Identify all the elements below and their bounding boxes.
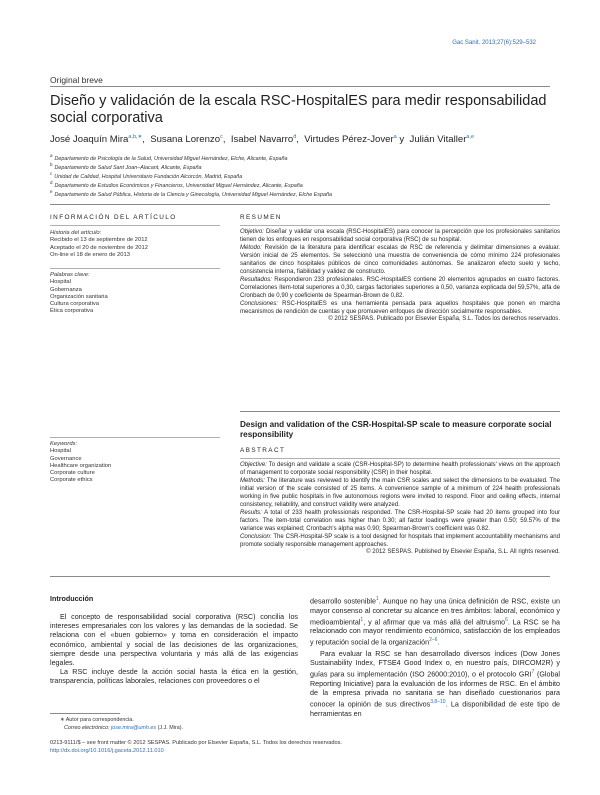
divider xyxy=(50,268,220,269)
copyright: © 2012 SESPAS. Published by Elsevier España, S.L. All rights reserved. xyxy=(366,549,560,556)
divider xyxy=(240,411,560,412)
email-link[interactable]: jose.mira@umh.es xyxy=(111,724,157,731)
divider xyxy=(50,437,220,438)
divider xyxy=(50,576,550,577)
author-sup[interactable]: a,b,∗ xyxy=(128,134,143,140)
footnote-rule xyxy=(50,713,120,714)
section-type: Original breve xyxy=(50,75,103,85)
affiliation: $^d$Departamento de Estudios Económicos y Financieros, Universidad Miguel Hernández, Alicante, España xyxy=(50,180,303,189)
divider xyxy=(240,225,560,226)
abstract-body: Objective: To design and validate a scale (CSR-Hospital-SP) to determine health professionals' views on the approach of management to corporate social responsibility (CSR) in their hospital. Methods: The literature was reviewed to identify the main CSR scales and select the dimensions to be evaluated. The initial version of the scale consisted of 25 items. A convenience sample of a minimum of 224 health professionals working in five public hospitals in five autonomous regions were invited to respond. Floor and ceiling effects, internal consistency, reliability, and construct validity were analyzed. Results: A total of 233 health professionals responded. The CSR-Hospital-SP scale had 20 items grouped into four factors. The item-total correlation was higher than 0.30; all factor loadings were greater than 0.50; 59.57% of the variance was explained; Cronbach's alpha was 0.90; Spearman-Brown's coefficient was 0.82. Conclusion: The CSR-Hospital-SP scale is a tool designed for hospitals that implement accountability mechanisms and promote socially responsible management approaches. © 2012 SESPAS. Published by Elsevier España, S.L. All rights reserved. xyxy=(240,462,560,556)
divider xyxy=(50,204,550,205)
article-title: Diseño y validación de la escala RSC-HospitalES para medir responsabilidad social corporativa xyxy=(50,93,547,126)
resumen-heading: RESUMEN xyxy=(240,214,282,221)
divider xyxy=(50,86,550,87)
author: Virtudes Pérez-Jover xyxy=(304,134,394,146)
doi-link[interactable]: http://dx.doi.org/10.1016/j.gaceta.2012.11.010 xyxy=(50,747,164,754)
intro-right-column: desarrollo sostenible$^1$. Aunque no hay una única definición de RSC, existe un mayor consenso al concretar su alcance en tres ámbitos: laboral, económico y medioambiental$^1$, y al afirmar que va más allá del altruismo$^6$. La RSC se ha relacionado con mayor rendimiento económico, satisfacción de los empleados y reputación social de la organización$^{2-6}$. Para evaluar la RSC se han desarrollado diversos índices (Dow Jones Sustainability Index, FTSE4 Good Index o, en nuestro país, DIRCOM2R) y guías para su implementación (ISO 26000:2010), o el protocolo GRI$^7$ (Global Reporting Iniciative) para la evaluación de los informes de RSC. En el ámbito de la empresa privada no sanitaria se han diseñado cuestionarios para conocer la opinión de sus directivos$^{3,8-10}$. La disponibilidad de este tipo de herramientas en xyxy=(310,596,561,718)
affiliation: $^c$Unidad de Calidad, Hospital Universitario Fundación Alcorcón, Madrid, España xyxy=(50,171,243,180)
affiliation: $^a$Departamento de Psicología de la Salud, Universidad Miguel Hernández, Elche, Alicante, España xyxy=(50,153,288,162)
divider xyxy=(240,458,560,459)
author-sup[interactable]: a xyxy=(393,134,397,140)
footnote: ∗ Autor para correspondencia. Correo electrónico: jose.mira@umh.es (J.J. Mira). xyxy=(60,717,184,731)
author: Isabel Navarro xyxy=(230,134,294,146)
author: José Joaquín Mira xyxy=(50,134,129,146)
page-footer: 0213-9111/$ – see front matter © 2012 SESPAS. Publicado por Elsevier España, S.L. Todos los derechos reservados. http://dx.doi.org/10.1016/j.gaceta.2012.11.010 xyxy=(50,740,550,755)
divider xyxy=(50,225,220,226)
copyright: © 2012 SESPAS. Publicado por Elsevier España, S.L. Todos los derechos reservados. xyxy=(328,316,560,323)
journal-reference[interactable]: Gac Sanit. 2013;27(6):529–532 xyxy=(452,40,536,46)
keywords-es: Palabras clave: Hospital Gobernanza Organización sanitaria Cultura corporativa Ética corporativa xyxy=(50,272,108,315)
abstract-heading: ABSTRACT xyxy=(240,447,286,454)
intro-heading: Introducción xyxy=(50,595,94,603)
affiliation: $^b$Departamento de Salud Sant Joan–Alacant, Alicante, España xyxy=(50,162,202,171)
keywords-en: Keywords: Hospital Governance Healthcare organization Corporate culture Corporate ethics xyxy=(50,441,112,484)
english-title: Design and validation of the CSR-Hospital-SP scale to measure corporate social responsibility xyxy=(240,420,552,439)
author-sup[interactable]: a,e xyxy=(466,134,475,140)
author-list: José Joaquín Mira$^{a,b,∗}$, Susana Lorenzo$^c$, Isabel Navarro$^d$, Virtudes Pérez-Jover$^a$ y Julián Vitaller$^{a,e}$ xyxy=(50,134,475,146)
resumen-body: Objetivo: Diseñar y validar una escala (RSC-HospitalES) para conocer la percepción que los profesionales sanitarios tienen de los enfoques en responsabilidad social corporativa (RSC) de su hospital. Método: Revisión de la literatura para identificar escalas de RSC de referencia y delimitar dimensiones a evaluar. Versión inicial de 25 elementos. Se seleccionó una muestra de conveniencia de cómo mínimo 224 profesionales sanitarios de cinco hospitales públicos de cinco comunidades autónomas. Se analizaron efecto suelo y techo, consistencia interna, fiabilidad y validez de constructo. Resultados: Respondieron 233 profesionales. RSC-HospitalES contiene 20 elementos agrupados en cuatro factores. Correlaciones ítem-total superiores a 0,30, cargas factoriales superiores a 0,50, varianza explicada del 59,57%, alfa de Cronbach de 0,90 y coeficiente de Spearman-Brown de 0,82. Conclusiones: RSC-HospitalES es una herramienta pensada para aquellos hospitales que ponen en marcha mecanismos de rendición de cuentas y que promueven enfoques de dirección socialmente responsables. © 2012 SESPAS. Publicado por Elsevier España, S.L. Todos los derechos reservados. xyxy=(240,229,560,323)
author: Julián Vitaller xyxy=(409,134,467,146)
author: Susana Lorenzo xyxy=(150,134,221,146)
article-info-heading: INFORMACIÓN DEL ARTÍCULO xyxy=(50,214,177,221)
author-sup[interactable]: c xyxy=(220,134,223,140)
intro-left-column: Introducción El concepto de responsabilidad social corporativa (RSC) concilia los intereses empresariales con los valores y las demandas de la sociedad. Se relaciona con el «buen gobierno» y toma en consideración el impacto económico, ambiental y social de las decisiones de las organizaciones, siempre desde una perspectiva voluntaria y más allá de las exigencias legales. La RSC incluye desde la acción social hasta la ética en la gestión, transparencia, políticas laborales, relaciones con proveedores o el xyxy=(50,595,298,686)
affiliation: $^e$Departamento de Salud Pública, Historia de la Ciencia y Ginecología, Universidad Miguel Hernández, Elche España xyxy=(50,189,332,198)
author-sup[interactable]: d xyxy=(293,134,297,140)
article-history: Historia del artículo: Recibido el 13 de septiembre de 2012 Aceptado el 20 de noviembre de 2012 On-line el 18 de enero de 2013 xyxy=(50,230,148,258)
